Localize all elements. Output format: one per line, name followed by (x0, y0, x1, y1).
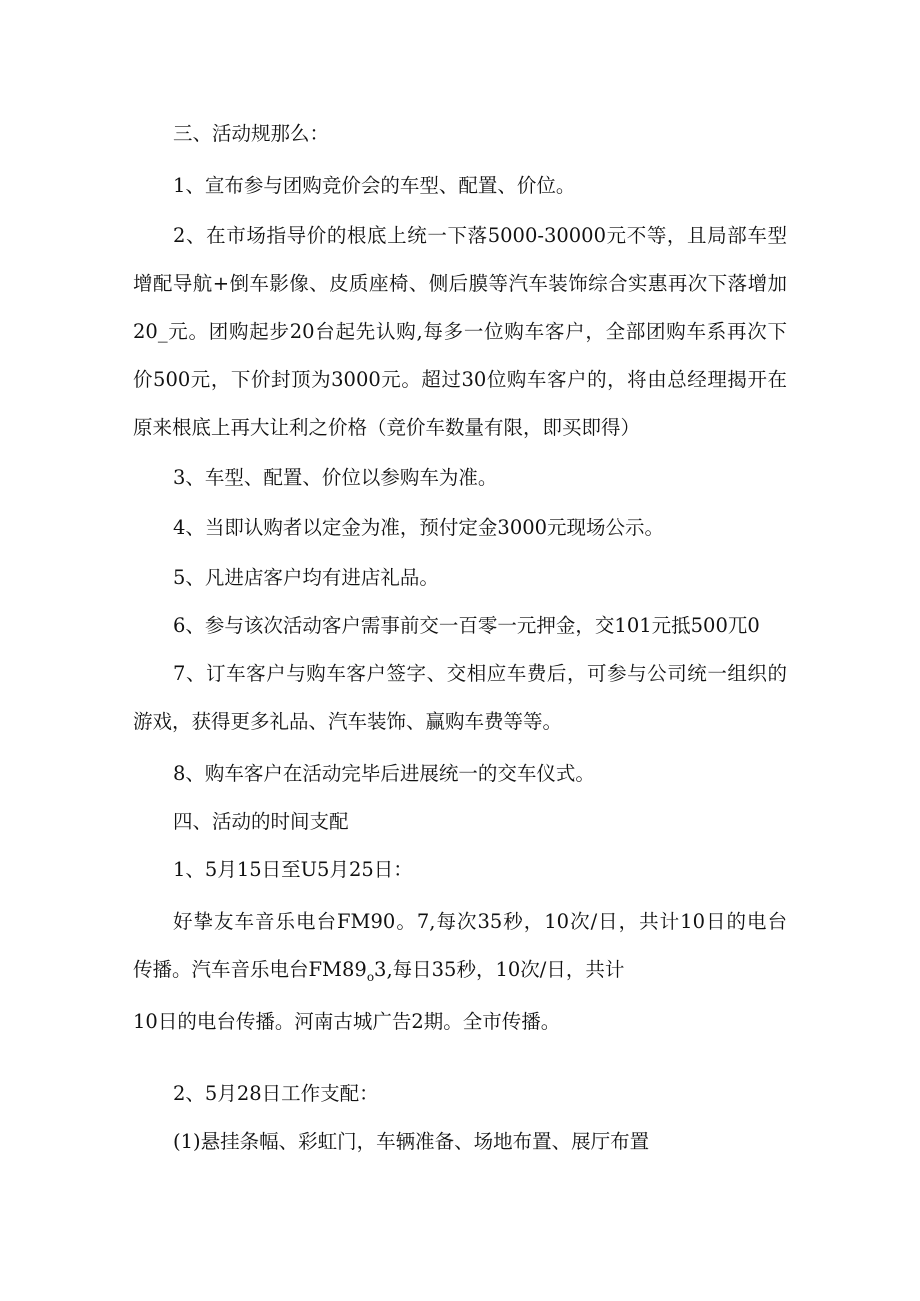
paragraph-line: 价500元，下价封顶为3000元。超过30位购车客户的，将由总经理揭开在 (133, 368, 787, 391)
paragraph-line: 4、当即认购者以定金为准，预付定金3000元现场公示。 (173, 516, 665, 539)
line-text: 3,每日35秒，10次/日，共计 (374, 958, 625, 981)
paragraph-line: 好挚友车音乐电台FM90。7,每次35秒，10次/日，共计10日的电台 (173, 910, 787, 933)
paragraph-line: 20_元。团购起步20台起先认购,每多一位购车客户，全部团购车系再次下 (133, 320, 787, 343)
paragraph-line (133, 958, 624, 982)
line-text-sub: o (366, 969, 375, 984)
paragraph-line: 6、参与该次活动客户需事前交一百零一元押金，交101元抵500兀0 (173, 614, 760, 637)
paragraph-line: 2、在市场指导价的根底上统一下落5000-30000元不等，且局部车型 (173, 224, 787, 247)
paragraph-line: 原来根底上再大让利之价格（竞价车数量有限，即买即得） (133, 416, 641, 439)
paragraph-line: (1)悬挂条幅、彩虹门，车辆准备、场地布置、展厅布置 (173, 1130, 650, 1153)
section-heading-schedule: 四、活动的时间支配 (173, 810, 349, 833)
paragraph-line: 1、宣布参与团购竞价会的车型、配置、价位。 (173, 174, 576, 197)
paragraph-line: 7、订车客户与购车客户签字、交相应车费后，可参与公司统一组织的 (173, 662, 787, 685)
paragraph-line: 1、5月15日至U5月25日： (173, 858, 413, 881)
paragraph-line: 3、车型、配置、价位以参购车为准。 (173, 466, 498, 489)
paragraph-line: 8、购车客户在活动完毕后进展统一的交车仪式。 (173, 762, 595, 785)
section-heading-rules: 三、活动规那么： (173, 122, 330, 145)
paragraph-line: 5、凡进店客户均有进店礼品。 (173, 566, 439, 589)
paragraph-line: 2、5月28日工作支配： (173, 1082, 379, 1105)
paragraph-line: 10日的电台传播。河南古城广告2期。全市传播。 (133, 1010, 561, 1033)
paragraph-line: 游戏，获得更多礼品、汽车装饰、赢购车费等等。 (133, 710, 563, 733)
paragraph-line: 增配导航+倒车影像、皮质座椅、侧后膜等汽车装饰综合实惠再次下落增加 (133, 272, 787, 295)
line-text: 传播。汽车音乐电台FM89 (133, 958, 367, 981)
